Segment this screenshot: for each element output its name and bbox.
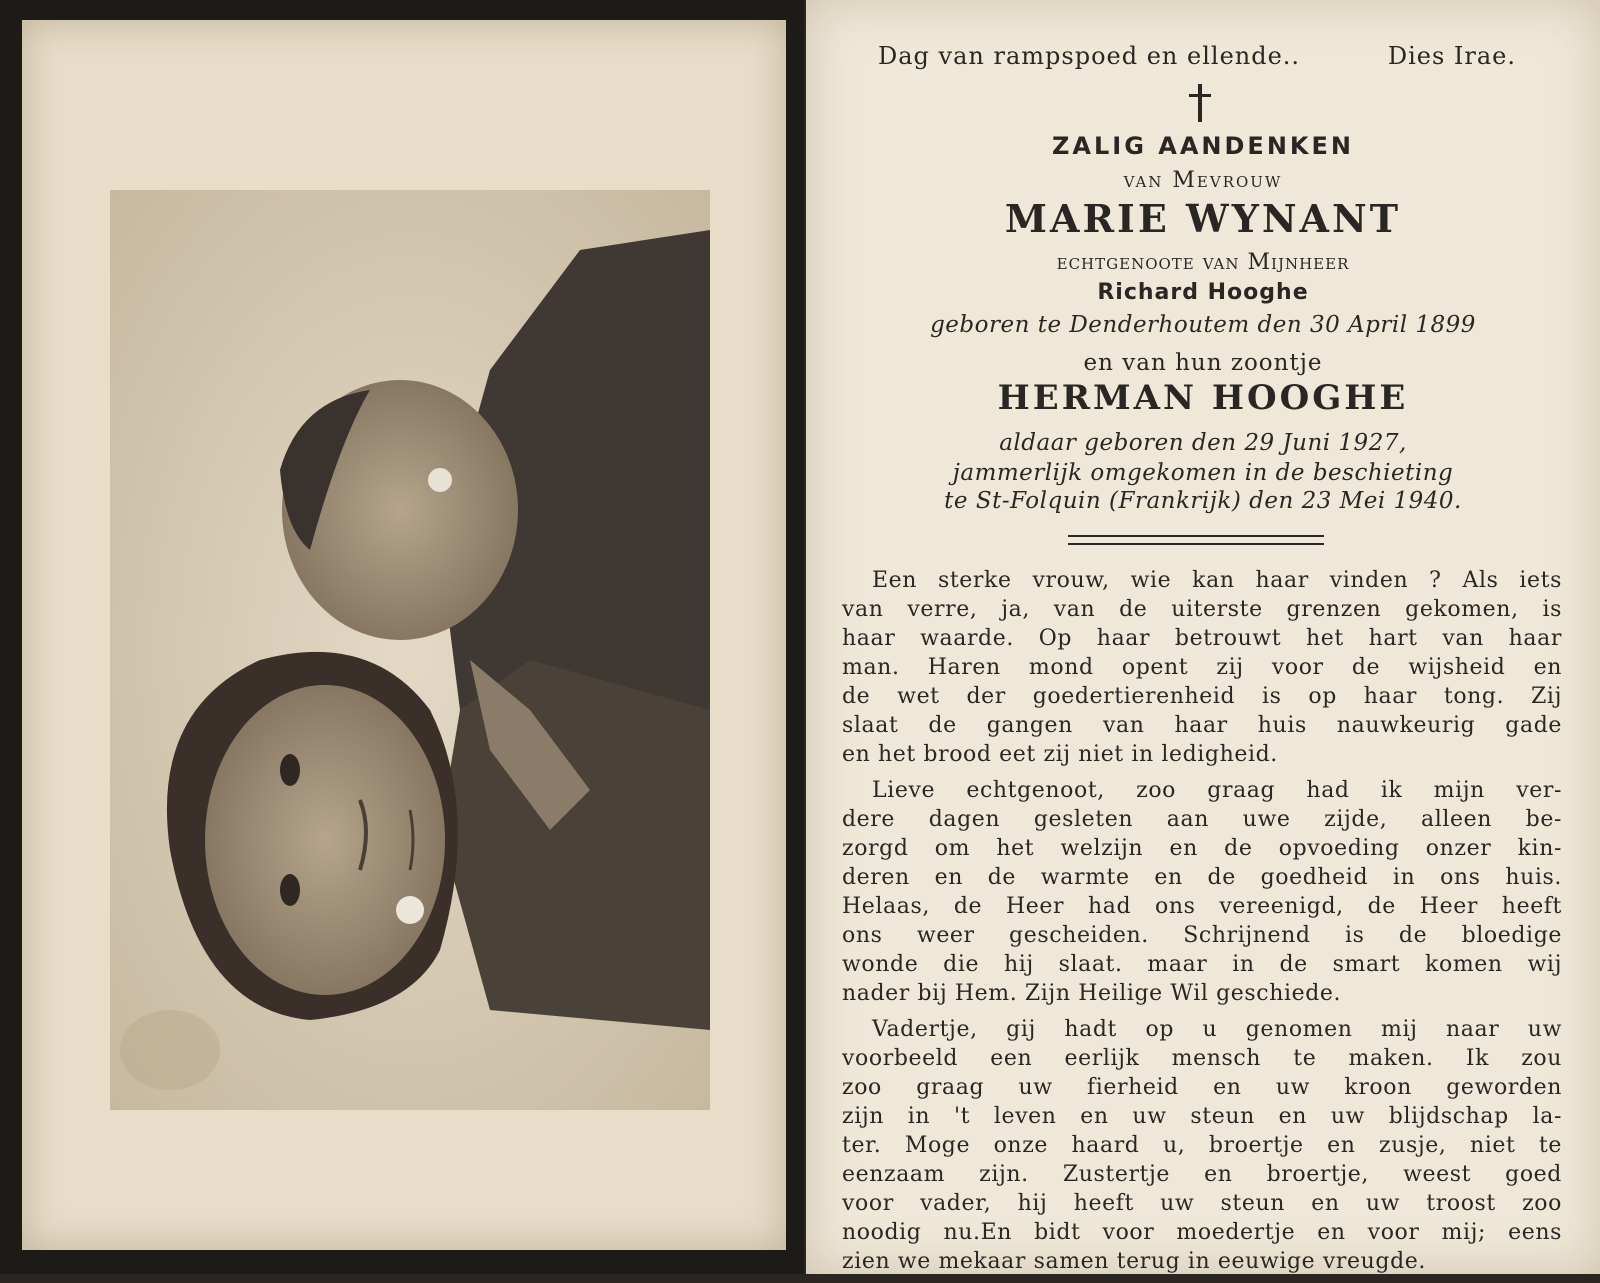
motto-right: Dies Irae.	[1387, 42, 1516, 70]
woman-face-shape	[205, 685, 445, 995]
text-line: zorgd om het welzijn en de opvoeding onzer kin-	[842, 836, 1562, 861]
heading-zalig-aandenken: ZALIG AANDENKEN	[1052, 132, 1354, 160]
text-line: dere dagen gesleten aan uwe zijde, alleen be-	[842, 807, 1562, 832]
paragraph-2	[842, 776, 1562, 1008]
text-line: voor vader, hij heeft uw steun en uw troost zoo	[842, 1191, 1562, 1216]
paragraph-3	[842, 1015, 1562, 1276]
text-line: ons weer gescheiden. Schrijnend is de bloedige	[842, 923, 1562, 948]
deceased-name-2: HERMAN HOOGHE	[997, 378, 1409, 418]
text-line: eenzaam zijn. Zustertje en broertje, weest goed	[842, 1162, 1562, 1187]
text-line: ter. Moge onze haard u, broertje en zusje, niet te	[842, 1133, 1562, 1158]
birth-line-2: aldaar geboren den 29 Juni 1927,	[999, 430, 1407, 456]
memorial-text-card	[806, 0, 1600, 1274]
text-line: man. Haren mond opent zij voor de wijsheid en	[842, 655, 1562, 680]
text-line: de wet der goedertierenheid is op haar tong. Zij	[842, 684, 1562, 709]
text-line: zien we mekaar samen terug in eeuwige vreugde.	[842, 1249, 1426, 1274]
text-line: Helaas, de Heer had ons vereenigd, de Heer heeft	[842, 894, 1562, 919]
cross-icon	[1186, 82, 1214, 124]
photo-illustration	[110, 190, 710, 1110]
child-line: en van hun zoontje	[1083, 350, 1323, 376]
text-line: nader bij Hem. Zijn Heilige Wil geschiede.	[842, 981, 1342, 1006]
photo-card	[0, 0, 804, 1274]
spouse-line: echtgenoote van Mijnheer	[1056, 250, 1350, 275]
text-line: Een sterke vrouw, wie kan haar vinden ? Als iets	[872, 568, 1562, 593]
text-line: deren en de warmte en de goedheid in ons huis.	[842, 865, 1562, 890]
text-line: Lieve echtgenoot, zoo graag had ik mijn ver-	[872, 778, 1562, 803]
birth-line-1: geboren te Denderhoutem den 30 April 1899	[930, 312, 1476, 338]
text-line: haar waarde. Op haar betrouwt het hart van haar	[842, 626, 1562, 651]
text-line: Vadertje, gij hadt op u genomen mij naar uw	[872, 1017, 1562, 1042]
motto-left: Dag van rampspoed en ellende..	[878, 42, 1301, 70]
text-line: voorbeeld een eerlijk mensch te maken. Ik zou	[842, 1046, 1562, 1071]
paragraph-1	[842, 566, 1562, 769]
death-line: jammerlijk omgekomen in de beschieting	[952, 460, 1454, 486]
heading-van-mevrouw: van Mevrouw	[1123, 168, 1283, 193]
text-line: noodig nu.En bidt voor moedertje en voor mij; eens	[842, 1220, 1562, 1245]
place-line: te St-Folquin (Frankrijk) den 23 Mei 1940.	[944, 488, 1462, 514]
spouse-name: Richard Hooghe	[1097, 280, 1309, 305]
text-line: en het brood eet zij niet in ledigheid.	[842, 742, 1278, 767]
text-line: wonde die hij slaat. maar in de smart komen wij	[842, 952, 1562, 977]
memorial-body-text	[842, 566, 1562, 1283]
woman-dress-shape	[440, 660, 710, 1030]
text-line: zijn in 't leven en uw steun en uw blijdschap la-	[842, 1104, 1562, 1129]
text-line: slaat de gangen van haar huis nauwkeurig gade	[842, 713, 1562, 738]
text-line: zoo graag uw fierheid en uw kroon geworden	[842, 1075, 1562, 1100]
text-line: van verre, ja, van de uiterste grenzen gekomen, is	[842, 597, 1562, 622]
double-rule-divider	[1068, 535, 1324, 545]
memorial-photo	[110, 190, 710, 1110]
deceased-name-1: MARIE WYNANT	[1004, 196, 1402, 241]
photo-card-paper	[22, 20, 786, 1250]
